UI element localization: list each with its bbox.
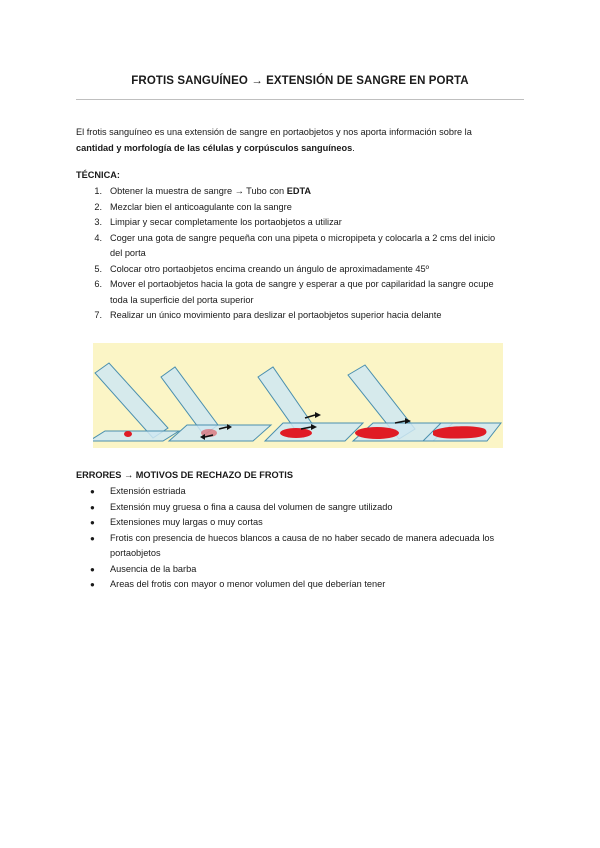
step-item: [88, 262, 508, 278]
bullet-icon: ●: [90, 518, 95, 527]
step-item: [88, 200, 508, 216]
bullet-icon: ●: [90, 533, 95, 543]
step-text: Mover el portaobjetos hacia la gota de sangre y esperar a que por capilaridad la sangre ocupe toda la superficie del porta superior: [110, 279, 494, 305]
step-text: Coger una gota de sangre pequeña con una pipeta o micropipeta y colocarla a 2 cms del inicio del porta: [110, 232, 496, 258]
bullet-icon: ●: [90, 564, 95, 574]
error-text: Extensiones muy largas o muy cortas: [110, 517, 263, 527]
step-number: 6.: [94, 279, 102, 289]
title-divider: [76, 99, 524, 100]
step-item: [88, 184, 508, 200]
bullet-icon: ●: [90, 580, 95, 589]
step-item: [88, 215, 508, 231]
blood-smear: [355, 427, 399, 439]
step-number: 7.: [94, 310, 102, 320]
step-item: [88, 231, 508, 262]
error-text: Areas del frotis con mayor o menor volumen del que deberían tener: [110, 579, 386, 589]
error-item: [88, 562, 528, 578]
page-title: FROTIS SANGUÍNEO → EXTENSIÓN DE SANGRE EN PORTA: [131, 75, 469, 87]
lower-slide: [93, 431, 179, 441]
bullet-icon: ●: [90, 502, 95, 512]
tecnica-heading: TÉCNICA:: [76, 170, 120, 180]
error-item: [88, 531, 528, 562]
step-text: Mezclar bien el anticoagulante con la sangre: [110, 201, 292, 212]
blood-smear-illustration: [93, 343, 503, 448]
blood-smear: [280, 428, 312, 438]
error-text: Frotis con presencia de huecos blancos a causa de no haber secado de manera adecuada los portaobjetos: [110, 532, 495, 558]
error-item: [88, 484, 528, 500]
step-text: Obtener la muestra de sangre → Tubo con: [110, 186, 287, 196]
step-text: Realizar un único movimiento para deslizar el portaobjetos superior hacia delante: [110, 310, 442, 320]
error-item: [88, 577, 528, 593]
error-text: Extensión estriada: [110, 486, 186, 496]
bullet-icon: ●: [90, 487, 95, 496]
step-number: 4.: [94, 232, 102, 243]
step-text: Colocar otro portaobjetos encima creando un ángulo de aproximadamente 45º: [110, 263, 429, 274]
blood-drop: [124, 431, 132, 437]
intro-bold-text: cantidad y morfología de las células y corpúsculos sanguíneos: [76, 143, 353, 153]
step-text: Limpiar y secar completamente los portaobjetos a utilizar: [110, 217, 342, 227]
tecnica-steps-list: [88, 184, 508, 324]
errores-list: [88, 484, 528, 593]
error-text: Ausencia de la barba: [110, 563, 197, 574]
step-number: 5.: [94, 263, 102, 274]
intro-end: .: [352, 143, 355, 153]
step-bold-text: EDTA: [286, 186, 312, 196]
step-number: 2.: [94, 201, 102, 212]
error-item: [88, 515, 528, 531]
step-item: [88, 277, 508, 308]
error-text: Extensión muy gruesa o fina a causa del volumen de sangre utilizado: [110, 501, 393, 512]
step-number: 3.: [94, 217, 102, 227]
step-number: 1.: [94, 186, 102, 196]
error-item: [88, 500, 528, 516]
step-item: [88, 308, 508, 324]
errores-heading: ERRORES → MOTIVOS DE RECHAZO DE FROTIS: [76, 470, 293, 480]
intro-text: El frotis sanguíneo es una extensión de sangre en portaobjetos y nos aporta información sobre la: [76, 127, 472, 137]
lower-slide: [169, 425, 271, 441]
intro-paragraph: [76, 124, 536, 156]
